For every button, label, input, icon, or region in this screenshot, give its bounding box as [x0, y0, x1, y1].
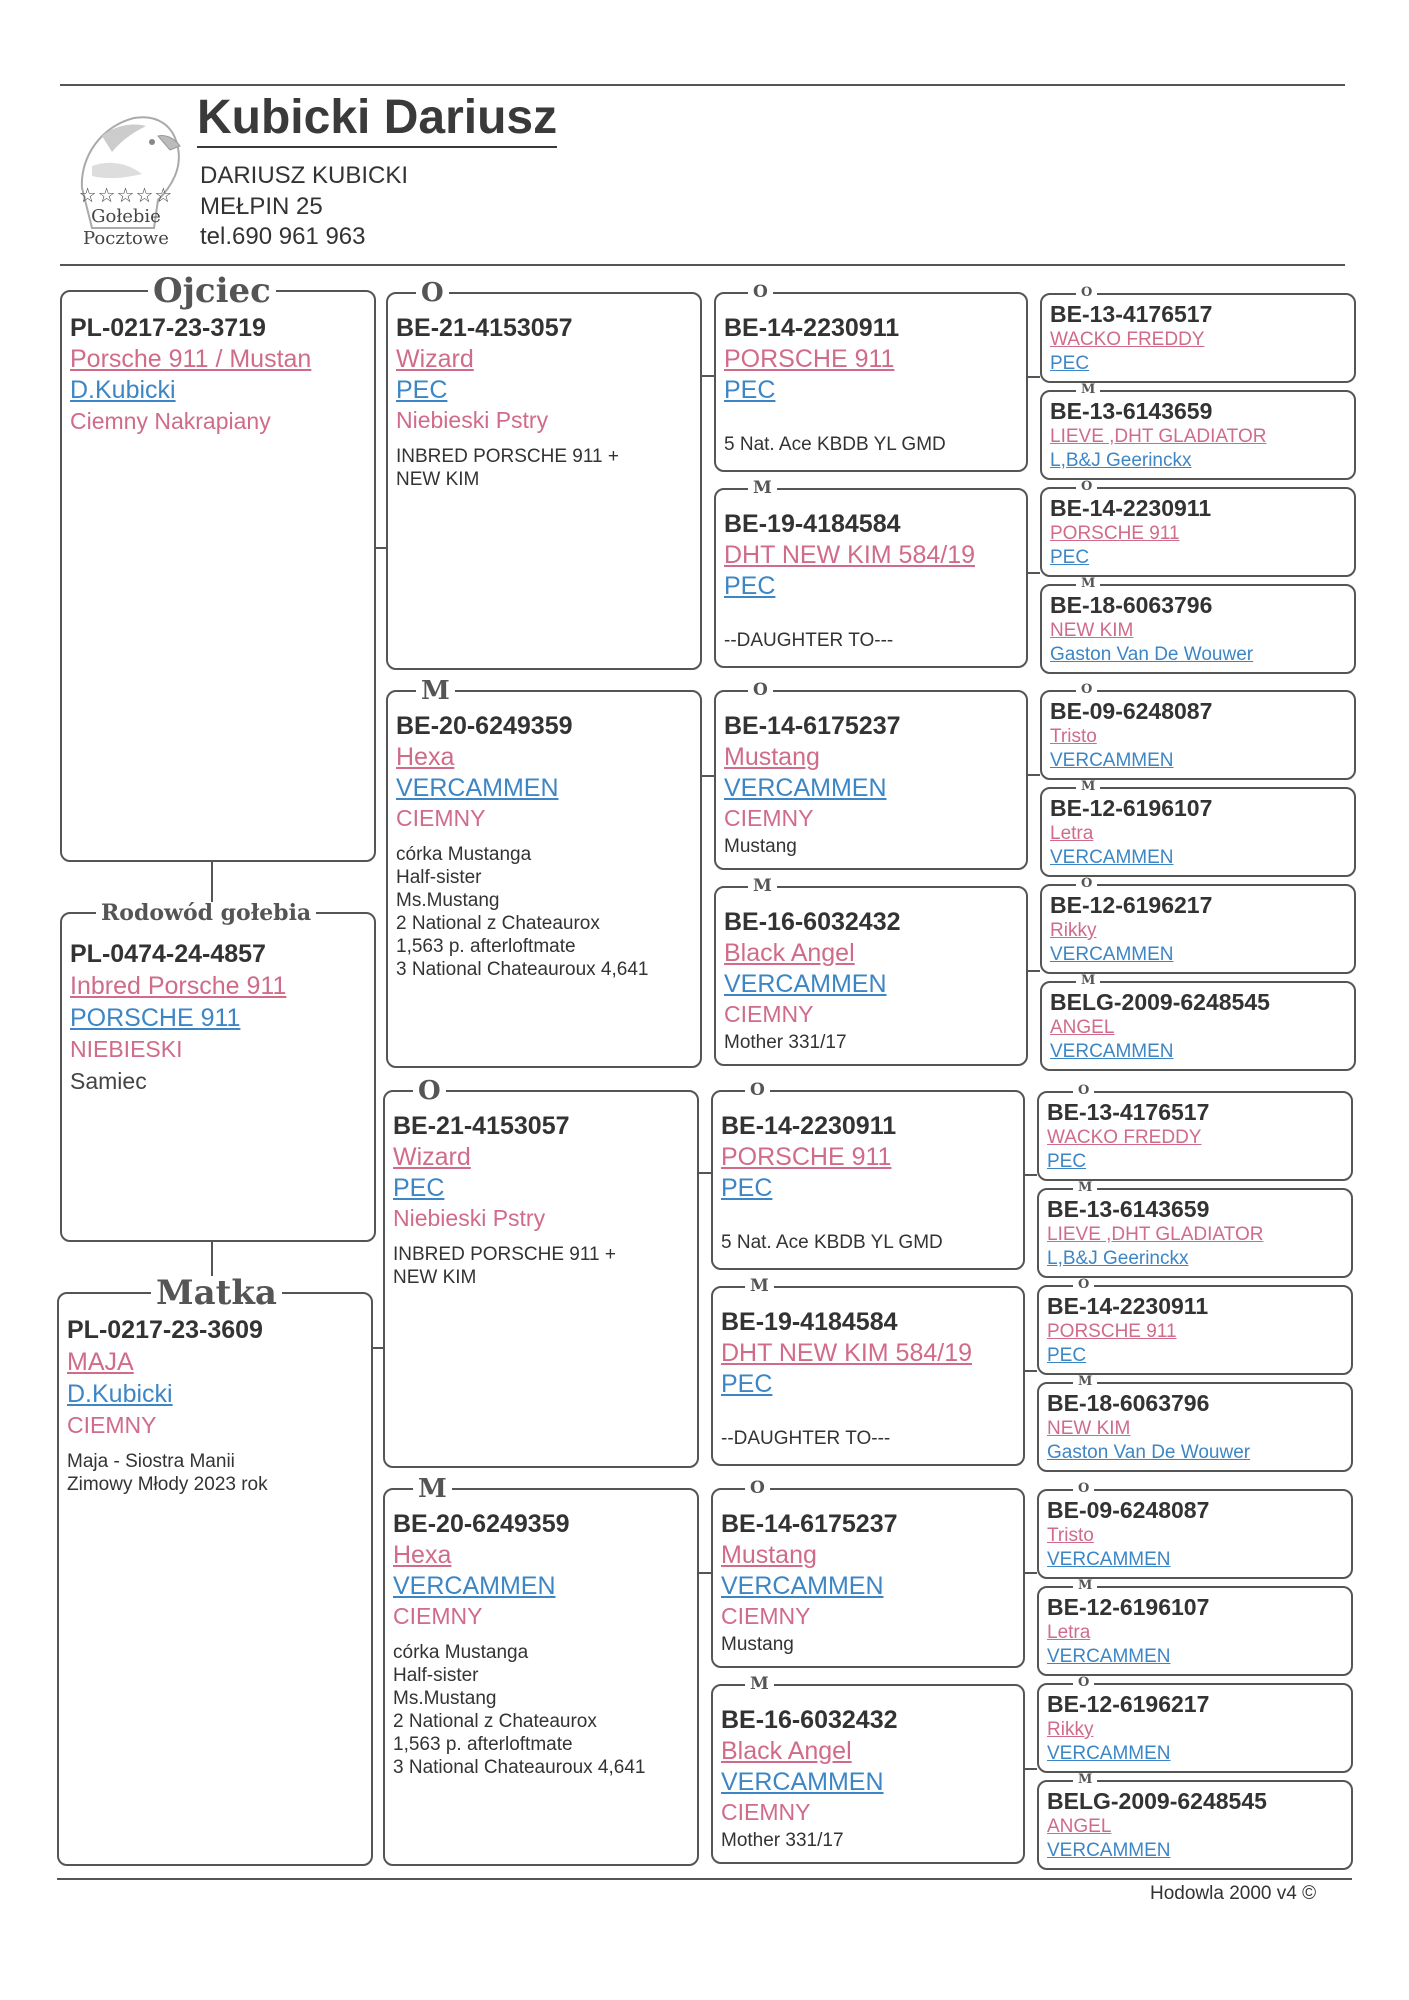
- pigeon-name: Wizard: [393, 1143, 471, 1171]
- breeder-name: PEC: [1050, 353, 1090, 374]
- ancestor-card: [1040, 779, 1356, 877]
- sex-label: O: [748, 682, 773, 699]
- pigeon-color: CIEMNY: [724, 1001, 814, 1027]
- subject-breeder: PORSCHE 911: [70, 1004, 241, 1032]
- logo-stars: ☆☆☆☆☆: [78, 183, 174, 207]
- ring-number: BE-14-2230911: [1050, 495, 1212, 521]
- sex-label: M: [1076, 577, 1100, 590]
- grandparent-card: [386, 676, 702, 1068]
- ancestor-card: [1040, 382, 1356, 480]
- breeder-name: VERCAMMEN: [721, 1572, 884, 1600]
- pigeon-color: CIEMNY: [724, 805, 814, 831]
- ancestor-card: [1037, 1481, 1353, 1579]
- pigeon-color: Niebieski Pstry: [396, 407, 549, 433]
- ring-number: BE-09-6248087: [1050, 698, 1213, 724]
- ancestor-card: [1037, 1772, 1353, 1870]
- mother-ring: PL-0217-23-3609: [67, 1316, 263, 1344]
- pigeon-note: Ms.Mustang: [393, 1688, 497, 1709]
- ring-number: BE-09-6248087: [1047, 1497, 1210, 1523]
- pigeon-note: Half-sister: [393, 1665, 479, 1686]
- pigeon-name: Hexa: [396, 743, 455, 771]
- ring-number: BE-16-6032432: [721, 1706, 898, 1734]
- breeder-name: L,B&J Geerinckx: [1047, 1248, 1189, 1269]
- breeder-name: PEC: [1050, 547, 1090, 568]
- connector: [702, 775, 714, 777]
- ancestor-card: [1037, 1374, 1353, 1472]
- breeder-name: VERCAMMEN: [1047, 1549, 1171, 1570]
- ring-number: BE-12-6196107: [1050, 795, 1213, 821]
- mother-note: Maja - Siostra Manii: [67, 1451, 235, 1472]
- pigeon-note: INBRED PORSCHE 911 +: [396, 446, 619, 467]
- pigeon-note: Ms.Mustang: [396, 890, 500, 911]
- pigeon-name: ANGEL: [1050, 1017, 1115, 1038]
- ancestor-card: [1040, 682, 1356, 780]
- breeder-name: PEC: [393, 1174, 445, 1202]
- pigeon-name: Black Angel: [721, 1737, 852, 1765]
- ring-number: BE-19-4184584: [721, 1308, 898, 1336]
- logo-text-line2: Pocztowe: [83, 228, 169, 249]
- connector: [1025, 1768, 1037, 1770]
- breeder-name: VERCAMMEN: [396, 774, 559, 802]
- subject-name: Inbred Porsche 911: [70, 972, 287, 1000]
- pigeon-color: CIEMNY: [721, 1603, 811, 1629]
- ancestor-card: [1037, 1277, 1353, 1375]
- sex-label: M: [745, 1278, 774, 1295]
- ancestor-card: [1037, 1180, 1353, 1278]
- pigeon-name: Wizard: [396, 345, 474, 373]
- pigeon-name: LIEVE ,DHT GLADIATOR: [1050, 426, 1267, 447]
- breeder-name: PEC: [724, 572, 776, 600]
- sex-label: O: [1076, 683, 1097, 696]
- footer-credit: Hodowla 2000 v4 ©: [1150, 1883, 1317, 1904]
- pigeon-note: 2 National z Chateaurox: [396, 913, 600, 934]
- great-grandparent-card: [711, 1674, 1025, 1864]
- pigeon-name: WACKO FREDDY: [1050, 329, 1205, 350]
- header-rule: [60, 264, 1345, 266]
- ring-number: BELG-2009-6248545: [1050, 989, 1270, 1015]
- pigeon-note: 2 National z Chateaurox: [393, 1711, 597, 1732]
- pigeon-note: 5 Nat. Ace KBDB YL GMD: [724, 434, 946, 455]
- connector: [1025, 1370, 1037, 1372]
- ancestor-card: [1037, 1083, 1353, 1181]
- pigeon-note: córka Mustanga: [393, 1642, 529, 1663]
- owner-name: DARIUSZ KUBICKI: [200, 162, 409, 189]
- pigeon-color: CIEMNY: [721, 1799, 811, 1825]
- ring-number: BE-13-6143659: [1050, 398, 1213, 424]
- sex-label: M: [413, 1476, 452, 1502]
- pigeon-name: NEW KIM: [1047, 1418, 1131, 1439]
- subject-card: [60, 900, 376, 1242]
- pigeon-note: 1,563 p. afterloftmate: [393, 1734, 573, 1755]
- sex-label: O: [1073, 1676, 1094, 1689]
- breeder-name: VERCAMMEN: [1050, 750, 1174, 771]
- father-name: Porsche 911 / Mustan: [70, 345, 312, 373]
- subject-color: NIEBIESKI: [70, 1036, 183, 1062]
- ancestor-card: [1040, 285, 1356, 383]
- sex-label: M: [748, 878, 777, 895]
- sex-label: O: [1073, 1278, 1094, 1291]
- sex-label: M: [1073, 1375, 1097, 1388]
- ring-number: BE-19-4184584: [724, 510, 901, 538]
- pigeon-name: ANGEL: [1047, 1816, 1112, 1837]
- mother-name: MAJA: [67, 1348, 134, 1376]
- pigeon-color: CIEMNY: [396, 805, 486, 831]
- pigeon-note: NEW KIM: [396, 469, 480, 490]
- pigeon-note: 3 National Chateauroux 4,641: [396, 959, 649, 980]
- sex-label: O: [413, 1078, 446, 1104]
- bottom-rule: [57, 1878, 1352, 1880]
- pigeon-note: INBRED PORSCHE 911 +: [393, 1244, 616, 1265]
- ring-number: BE-20-6249359: [393, 1510, 570, 1538]
- grandparent-card: [383, 1076, 699, 1468]
- ring-number: BE-13-4176517: [1047, 1099, 1210, 1125]
- pigeon-name: PORSCHE 911: [724, 345, 895, 373]
- connector: [1025, 1174, 1037, 1176]
- pigeon-name: WACKO FREDDY: [1047, 1127, 1202, 1148]
- breeder-name: PEC: [1047, 1151, 1087, 1172]
- pigeon-name: Tristo: [1047, 1525, 1094, 1546]
- pigeon-name: PORSCHE 911: [1050, 523, 1180, 544]
- connector: [699, 1172, 711, 1174]
- sex-label: M: [745, 1676, 774, 1693]
- pigeon-note: córka Mustanga: [396, 844, 532, 865]
- pigeon-name: LIEVE ,DHT GLADIATOR: [1047, 1224, 1264, 1245]
- sex-label: O: [745, 1480, 770, 1497]
- pigeon-name: Mustang: [724, 743, 820, 771]
- ring-number: BE-14-6175237: [724, 712, 901, 740]
- great-grandparent-card: [714, 478, 1028, 668]
- great-grandparent-card: [714, 876, 1028, 1066]
- ring-number: BE-18-6063796: [1050, 592, 1213, 618]
- breeder-name: PEC: [721, 1174, 773, 1202]
- pigeon-name: Letra: [1050, 823, 1094, 844]
- pigeon-color: CIEMNY: [393, 1603, 483, 1629]
- mother-card: [57, 1273, 373, 1866]
- ring-number: BE-12-6196217: [1047, 1691, 1210, 1717]
- mother-label: Matka: [151, 1276, 282, 1310]
- ring-number: BE-14-2230911: [721, 1112, 897, 1140]
- breeder-name: VERCAMMEN: [724, 970, 887, 998]
- father-ring: PL-0217-23-3719: [70, 314, 266, 342]
- great-grandparent-card: [711, 1478, 1025, 1668]
- father-label: Ojciec: [148, 274, 276, 308]
- grandparent-card: [383, 1474, 699, 1866]
- breeder-name: VERCAMMEN: [1050, 1041, 1174, 1062]
- sex-label: M: [1073, 1773, 1097, 1786]
- sex-label: M: [1076, 974, 1100, 987]
- pigeon-note: 5 Nat. Ace KBDB YL GMD: [721, 1232, 943, 1253]
- breeder-name: L,B&J Geerinckx: [1050, 450, 1192, 471]
- connector: [1025, 1572, 1037, 1574]
- pigeon-note: --DAUGHTER TO---: [721, 1428, 891, 1449]
- great-grandparent-card: [714, 282, 1028, 472]
- mother-color: CIEMNY: [67, 1412, 157, 1438]
- sex-label: O: [1076, 286, 1097, 299]
- ring-number: BE-16-6032432: [724, 908, 901, 936]
- ancestor-card: [1040, 973, 1356, 1071]
- father-breeder: D.Kubicki: [70, 376, 176, 404]
- father-color: Ciemny Nakrapiany: [70, 408, 271, 434]
- grandparent-card: [386, 278, 702, 670]
- connector: [1028, 774, 1040, 776]
- mother-breeder: D.Kubicki: [67, 1380, 173, 1408]
- father-card: [60, 271, 376, 862]
- pigeon-name: DHT NEW KIM 584/19: [724, 541, 976, 569]
- sex-label: O: [748, 284, 773, 301]
- subject-label: Rodowód gołebia: [96, 902, 316, 924]
- pigeon-note: Mustang: [724, 836, 797, 857]
- connector: [1028, 572, 1040, 574]
- mother-note: Zimowy Młody 2023 rok: [67, 1474, 268, 1495]
- breeder-name: VERCAMMEN: [1047, 1743, 1171, 1764]
- ancestor-card: [1040, 876, 1356, 974]
- breeder-name: Gaston Van De Wouwer: [1050, 644, 1254, 665]
- breeder-name: VERCAMMEN: [1050, 944, 1174, 965]
- pigeon-note: 1,563 p. afterloftmate: [396, 936, 576, 957]
- ring-number: BE-12-6196107: [1047, 1594, 1210, 1620]
- breeder-name: VERCAMMEN: [1047, 1646, 1171, 1667]
- great-grandparent-card: [711, 1276, 1025, 1466]
- pigeon-color: Niebieski Pstry: [393, 1205, 546, 1231]
- pigeon-name: Tristo: [1050, 726, 1097, 747]
- ring-number: BE-13-4176517: [1050, 301, 1213, 327]
- sex-label: O: [745, 1082, 770, 1099]
- sex-label: O: [1073, 1084, 1094, 1097]
- ring-number: BE-21-4153057: [396, 314, 573, 342]
- owner-address: MEŁPIN 25: [200, 193, 323, 220]
- breeder-name: VERCAMMEN: [1050, 847, 1174, 868]
- sex-label: M: [748, 480, 777, 497]
- pigeon-note: Mustang: [721, 1634, 794, 1655]
- owner-phone: tel.690 961 963: [200, 223, 366, 250]
- ring-number: BE-14-2230911: [724, 314, 900, 342]
- ancestor-card: [1037, 1675, 1353, 1773]
- sex-label: M: [416, 678, 455, 704]
- sex-label: O: [1073, 1482, 1094, 1495]
- breeder-name: PEC: [396, 376, 448, 404]
- sex-label: O: [1076, 877, 1097, 890]
- great-grandparent-card: [714, 680, 1028, 870]
- subject-ring: PL-0474-24-4857: [70, 940, 266, 968]
- connector: [699, 1572, 711, 1574]
- pigeon-name: PORSCHE 911: [721, 1143, 892, 1171]
- ring-number: BE-18-6063796: [1047, 1390, 1210, 1416]
- pigeon-note: Mother 331/17: [724, 1032, 847, 1053]
- ancestor-card: [1037, 1578, 1353, 1676]
- breeder-name: VERCAMMEN: [1047, 1840, 1171, 1861]
- pigeon-name: Black Angel: [724, 939, 855, 967]
- subject-sex: Samiec: [70, 1068, 147, 1094]
- connector: [1028, 376, 1040, 378]
- ring-number: BE-21-4153057: [393, 1112, 570, 1140]
- pigeon-note: --DAUGHTER TO---: [724, 630, 894, 651]
- breeder-name: Gaston Van De Wouwer: [1047, 1442, 1251, 1463]
- sex-label: M: [1073, 1579, 1097, 1592]
- connector: [702, 375, 714, 377]
- pigeon-note: NEW KIM: [393, 1267, 477, 1288]
- pigeon-name: DHT NEW KIM 584/19: [721, 1339, 973, 1367]
- pigeon-note: 3 National Chateauroux 4,641: [393, 1757, 646, 1778]
- ancestor-card: [1040, 479, 1356, 577]
- great-grandparent-card: [711, 1080, 1025, 1270]
- ancestor-card: [1040, 576, 1356, 674]
- sex-label: O: [416, 280, 449, 306]
- top-rule: [60, 84, 1345, 86]
- ring-number: BELG-2009-6248545: [1047, 1788, 1267, 1814]
- breeder-name: PEC: [721, 1370, 773, 1398]
- breeder-name: PEC: [1047, 1345, 1087, 1366]
- connector: [1028, 970, 1040, 972]
- breeder-name: VERCAMMEN: [724, 774, 887, 802]
- pigeon-note: Half-sister: [396, 867, 482, 888]
- ring-number: BE-14-6175237: [721, 1510, 898, 1538]
- sex-label: M: [1073, 1181, 1097, 1194]
- ring-number: BE-13-6143659: [1047, 1196, 1210, 1222]
- breeder-name: PEC: [724, 376, 776, 404]
- pigeon-name: PORSCHE 911: [1047, 1321, 1177, 1342]
- pigeon-name: Rikky: [1050, 920, 1097, 941]
- ring-number: BE-20-6249359: [396, 712, 573, 740]
- ring-number: BE-14-2230911: [1047, 1293, 1209, 1319]
- pigeon-name: Mustang: [721, 1541, 817, 1569]
- sex-label: O: [1076, 480, 1097, 493]
- pigeon-name: Rikky: [1047, 1719, 1094, 1740]
- pigeon-name: NEW KIM: [1050, 620, 1134, 641]
- breeder-name: VERCAMMEN: [721, 1768, 884, 1796]
- breeder-name: VERCAMMEN: [393, 1572, 556, 1600]
- pigeon-note: Mother 331/17: [721, 1830, 844, 1851]
- logo-text-line1: Gołebie: [91, 206, 161, 227]
- sex-label: M: [1076, 780, 1100, 793]
- page-title: Kubicki Dariusz: [197, 92, 557, 148]
- sex-label: M: [1076, 383, 1100, 396]
- pigeon-name: Hexa: [393, 1541, 452, 1569]
- ring-number: BE-12-6196217: [1050, 892, 1213, 918]
- pigeon-name: Letra: [1047, 1622, 1091, 1643]
